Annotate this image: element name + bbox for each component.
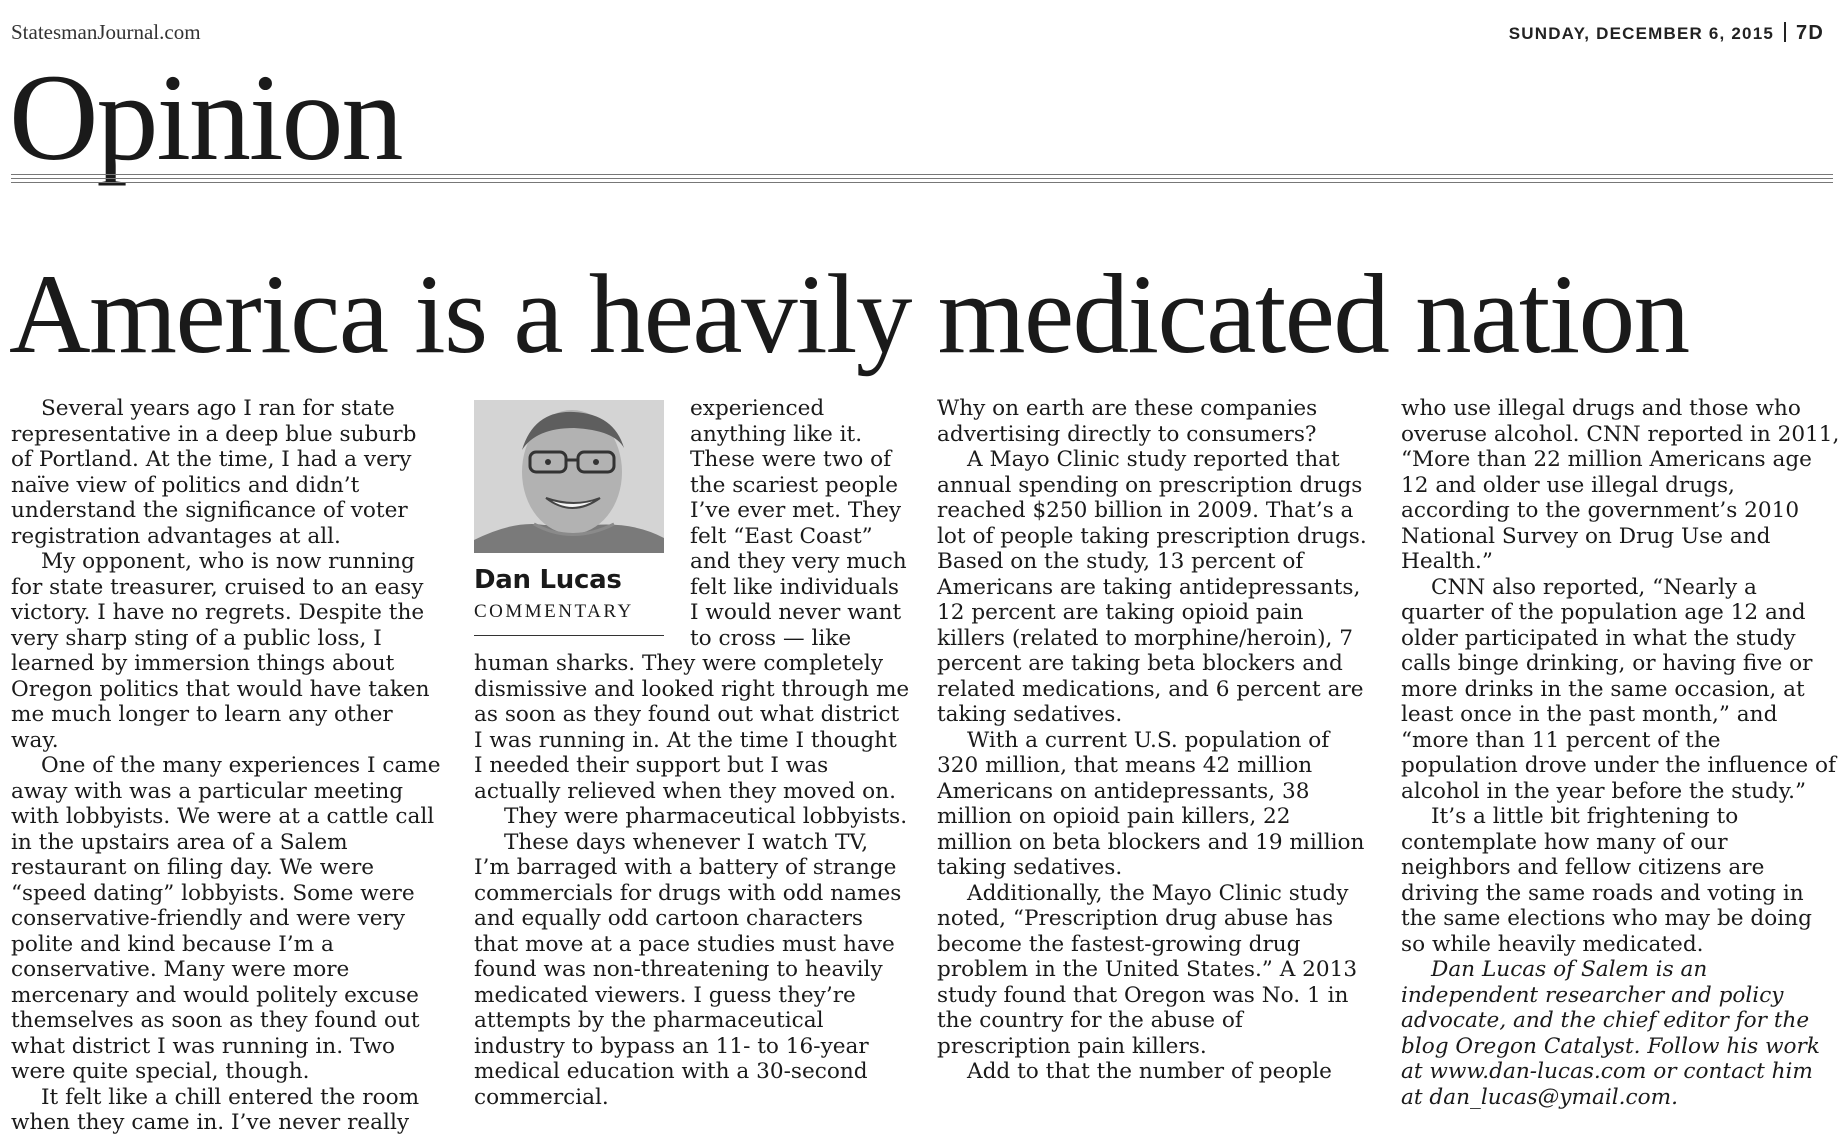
paragraph: With a current U.S. population of 320 million, that means 42 million Americans on antidepressants, 38 million on opioid pain killers, 22 million on beta blockers and 19 million taking sedatives.: [937, 727, 1365, 880]
paragraph: They were pharmaceutical lobbyists.: [504, 804, 908, 829]
paragraph: who use illegal drugs and those who overuse alcohol. CNN reported in 2011, “More than 22 million Americans age 12 and older use illegal drugs, according to the government’s 2010 National Survey on Drug Use and Health.”: [1401, 396, 1840, 574]
byline-name: Dan Lucas: [474, 565, 622, 595]
paragraph: Several years ago I ran for state representative in a deep blue suburb of Portland. At the time, I had a very naïve view of politics and didn’t understand the significance of voter registration advantages at all.: [11, 396, 417, 549]
paragraph: CNN also reported, “Nearly a quarter of the population age 12 and older participated in what the study calls binge drinking, or having five or more drinks in the same occasion, at least once in the past month,” and “more than 11 percent of the population drove under the influence of alcohol in the year before the study.”: [1401, 574, 1837, 804]
section-rules: [11, 174, 1833, 186]
paragraph: A Mayo Clinic study reported that annual spending on prescription drugs reached $250 billion in 2009. That’s a lot of people taking prescription drugs. Based on the study, 13 percent of Americans are taking antidepressants, 12 percent are taking opioid pain killers (related to morphine/heroin), 7 percent are taking beta blockers and related medications, and 6 percent are taking sedatives.: [937, 447, 1367, 727]
date-text: SUNDAY, DECEMBER 6, 2015: [1508, 24, 1775, 43]
date-separator: [1784, 22, 1786, 42]
author-bio: Dan Lucas of Salem is an independent researcher and policy advocate, and the chief editor for the blog Oregon Catalyst. Follow his work at www.dan-lucas.com or contact him at dan_lucas@ymail.com.: [1401, 957, 1820, 1110]
byline-block: [474, 400, 670, 640]
paragraph: One of the many experiences I came away with was a particular meeting with lobbyists. We were at a cattle call in the upstairs area of a Salem restaurant on filing day. We were “speed dating” lobbyists. Some were conservative-friendly and were very polite and kind because I’m a conservative. Many were more mercenary and would politely excuse themselves as soon as they found out what district I was running in. Two were quite special, though.: [11, 753, 441, 1084]
paragraph: These days whenever I watch TV, I’m barraged with a battery of strange commercials for drugs with odd names and equally odd cartoon characters that move at a pace studies must have found was non-threatening to heavily medicated viewers. I guess they’re attempts by the pharmaceutical industry to bypass an 11- to 16-year medical education with a 30-second commercial.: [474, 829, 902, 1110]
paragraph: My opponent, who is now running for state treasurer, cruised to an easy victory. I have no regrets. Despite the very sharp sting of a public loss, I learned by immersion things about Oregon politics that would have taken me much longer to learn any other way.: [11, 549, 430, 753]
author-photo: [474, 400, 664, 553]
paragraph: It’s a little bit frightening to contemplate how many of our neighbors and fellow citizens are driving the same roads and voting in the same elections who may be doing so while heavily medicated.: [1401, 804, 1812, 957]
article-column-2: [474, 396, 910, 1110]
paragraph: Additionally, the Mayo Clinic study noted, “Prescription drug abuse has become the fastest-growing drug problem in the United States.” A 2013 study found that Oregon was No. 1 in the country for the abuse of prescription pain killers.: [937, 880, 1358, 1059]
article-column-3: [937, 396, 1369, 1085]
masthead-source: StatesmanJournal.com: [11, 20, 201, 44]
section-title: Opinion: [9, 49, 402, 186]
page-number: 7D: [1796, 22, 1824, 44]
paragraph: Add to that the number of people: [967, 1059, 1332, 1084]
paragraph: It felt like a chill entered the room when they came in. I’ve never really: [11, 1084, 420, 1135]
article-column-4: [1401, 396, 1841, 1110]
article-column-1: [11, 396, 441, 1136]
byline-label: COMMENTARY: [474, 601, 634, 622]
author-portrait-image: [474, 400, 664, 553]
headline: America is a heavily medicated nation: [9, 252, 1689, 377]
byline-rule: [474, 635, 664, 636]
paragraph: experienced anything like it. These were two of the scariest people I’ve ever met. They felt “East Coast” and they very much felt like individuals I would never want to cross — like human sharks. They were completely dismissive and looked right through me as soon as they found out what district I was running in. At the time I thought I needed their support but I was actually relieved when they moved on.: [474, 396, 910, 804]
masthead-date: [1509, 22, 1824, 45]
paragraph: Why on earth are these companies advertising directly to consumers?: [937, 396, 1318, 447]
